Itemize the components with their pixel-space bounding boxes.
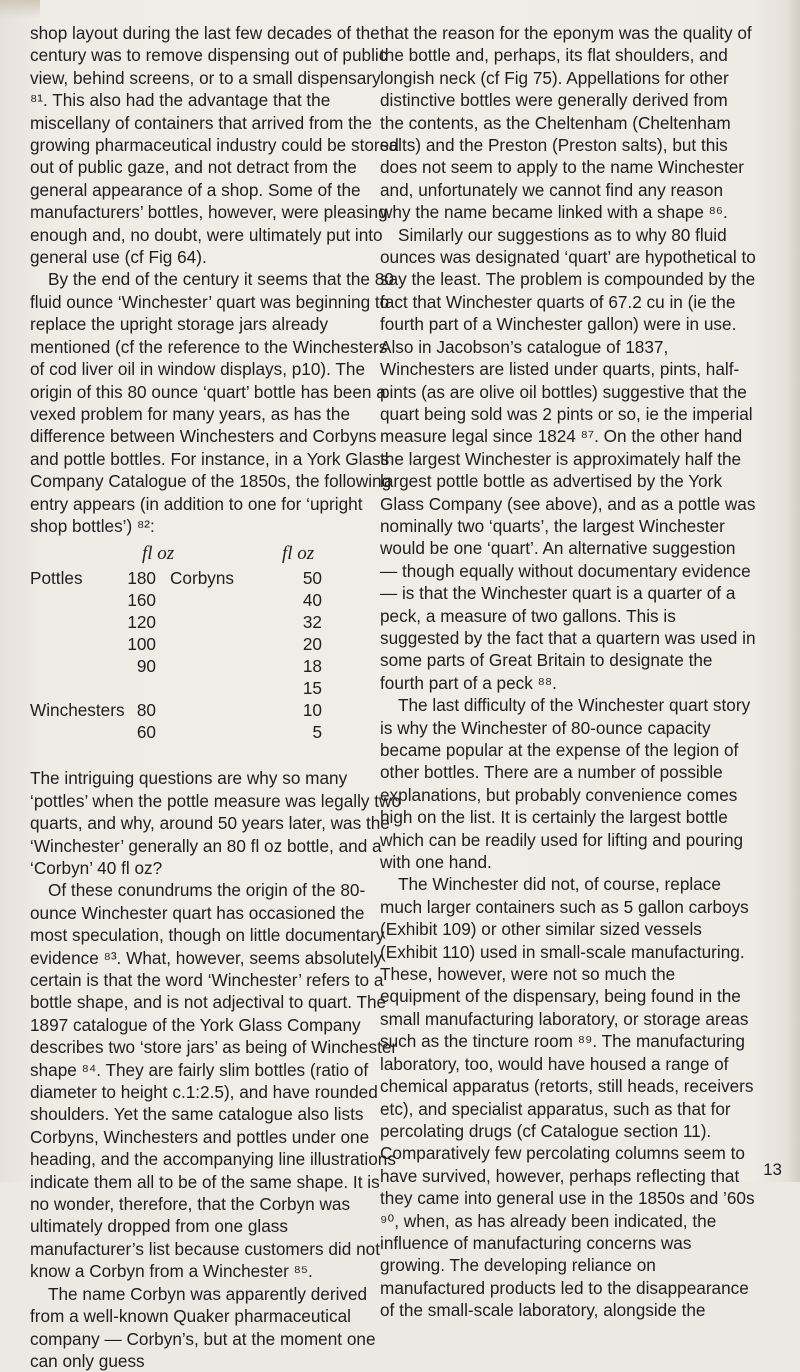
table-cell-pottle: 160 [127, 590, 156, 611]
paragraph: that the reason for the eponym was the quality of the bottle and, perhaps, its flat shoulders, and longish neck (cf Fig 75). Appellations for other distinctive bottles were generally derived from the contents, as the Cheltenham (Cheltenham salts) and the Preston (Preston salts), but this does not seem to apply to the name Winchester and, unfortunately we cannot find any reason why the name became linked with a shape ⁸⁶. [380, 23, 752, 223]
paragraph: The name Corbyn was apparently derived from a well-known Quaker pharmaceutical company — Corbyn’s, but at the moment one can only guess [30, 1283, 376, 1371]
paragraph: Similarly our suggestions as to why 80 fluid ounces was designated ‘quart’ are hypothetical to say the least. The problem is compounded by the fact that Winchester quarts of 67.2 cu in (ie the fourth part of a Winchester gallon) were in use. Also in Jacobson’s catalogue of 1837, Winchesters are listed under quarts, pints, half-pints (as are olive oil bottles) suggestive that the quart being sold was 2 pints or so, ie the imperial measure legal since 1824 ⁸⁷. On the other hand the largest Winchester is approximately half the largest pottle bottle as advertised by the York Glass Company (see above), and as a pottle was nominally two ‘quarts’, the largest Winchester would be one ‘quart’. An alternative suggestion — though equally without documentary evidence — is that the Winchester quart is a quarter of a peck, a measure of two gallons. This is suggested by the fact that a quartern was used in some parts of Great Britain to designate the fourth part of a peck ⁸⁸. [380, 224, 756, 693]
paragraph: By the end of the century it seems that the 80 fluid ounce ‘Winchester’ quart was beginning to replace the upright storage jars already mentioned (cf the reference to the Winchesters of cod liver oil in window displays, p10). The origin of this 80 ounce ‘quart’ bottle has been a vexed problem for many years, as has the difference between Winchesters and Corbyns and pottle bottles. For instance, in a York Glass Company Catalogue of the 1850s, the following entry appears (in addition to one for ‘upright shop bottles’) ⁸²: [30, 269, 394, 536]
table-cell-pottle: 90 [136, 656, 156, 677]
table-label-winchesters: Winchesters [30, 700, 125, 721]
paragraph: Of these conundrums the origin of the 80-ounce Winchester quart has occasioned the most speculation, though on little documentary evidence ⁸³. What, however, seems absolutely certain is that the word ‘Winchester’ refers to a bottle shape, and is not adjectival to quart. The 1897 catalogue of the York Glass Company describes two ‘store jars’ as being of Winchester shape ⁸⁴. They are fairly slim bottles (ratio of diameter to height c.1:2.5), and have rounded shoulders. Yet the same catalogue also lists Corbyns, Winchesters and pottles under one heading, and the accompanying line illustrations indicate them all to be of the same shape. It is no wonder, therefore, that the Corbyn was ultimately dropped from one glass manufacturer’s list because customers did not know a Corbyn from a Winchester ⁸⁵. [30, 880, 398, 1282]
table-cell-corbyn: 15 [302, 678, 322, 699]
paragraph: The Winchester did not, of course, replace much larger containers such as 5 gallon carboys (Exhibit 109) or other similar sized vessels (Exhibit 110) used in small-scale manufacturing. These, however, were not so much the equipment of the dispensary, being found in the small manufacturing laboratory, or storage areas such as the tincture room ⁸⁹. The manufacturing laboratory, too, would have housed a range of chemical apparatus (retorts, still heads, receivers etc), and specialist apparatus, such as that for percolating drugs (cf Catalogue section 11). Comparatively few percolating columns seem to have survived, however, perhaps reflecting that they came into general use in the 1850s and ’60s ⁹⁰, when, as has already been indicated, the influence of manufacturing concerns was growing. The developing reliance on manufactured products led to the disappearance of the small-scale laboratory, alongside the [380, 874, 755, 1321]
table-cell-pottle: 100 [127, 634, 156, 655]
page-edge-shadow [786, 0, 800, 1182]
table-cell-corbyn: 40 [302, 590, 322, 611]
table-header-fl-oz: fl oz [142, 543, 175, 565]
bottle-capacity-table [30, 543, 402, 743]
table-cell-corbyn: 18 [302, 656, 322, 677]
left-column [30, 22, 402, 1372]
page-number: 13 [763, 1160, 782, 1179]
corner-mark [0, 0, 40, 18]
right-column [380, 22, 756, 1322]
table-cell-corbyn: 10 [302, 700, 322, 721]
paragraph: shop layout during the last few decades of the century was to remove dispensing out of public view, behind screens, or to a small dispensary ⁸¹. This also had the advantage that the miscellany of containers that arrived from the growing pharmaceutical industry could be stored out of public gaze, and not detract from the general appearance of a shop. Some of the manufacturers’ bottles, however, were pleasing enough and, no doubt, were ultimately put into general use (cf Fig 64). [30, 23, 399, 268]
table-cell-pottle: 120 [127, 612, 156, 633]
table-cell-winchester: 80 [136, 700, 156, 721]
table-cell-corbyn: 50 [302, 568, 322, 589]
table-cell-corbyn: 32 [302, 612, 322, 633]
table-cell-corbyn: 20 [302, 634, 322, 655]
table-cell-corbyn: 5 [312, 722, 322, 743]
paragraph: The last difficulty of the Winchester quart story is why the Winchester of 80-ounce capacity became popular at the expense of the legion of other bottles. There are a number of possible explanations, but probably convenience comes high on the list. It is certainly the largest bottle which can be readily used for lifting and pouring with one hand. [380, 695, 751, 873]
table-header-fl-oz: fl oz [282, 543, 315, 565]
table-cell-winchester: 60 [136, 722, 156, 743]
table-cell-pottle: 180 [127, 568, 156, 589]
table-label-corbyns: Corbyns [170, 568, 234, 589]
paragraph: The intriguing questions are why so many ‘pottles’ when the pottle measure was legally two quarts, and why, around 50 years later, was the ‘Winchester’ generally an 80 fl oz bottle, and a ‘Corbyn’ 40 fl oz? [30, 768, 401, 878]
table-label-pottles: Pottles [30, 568, 83, 589]
